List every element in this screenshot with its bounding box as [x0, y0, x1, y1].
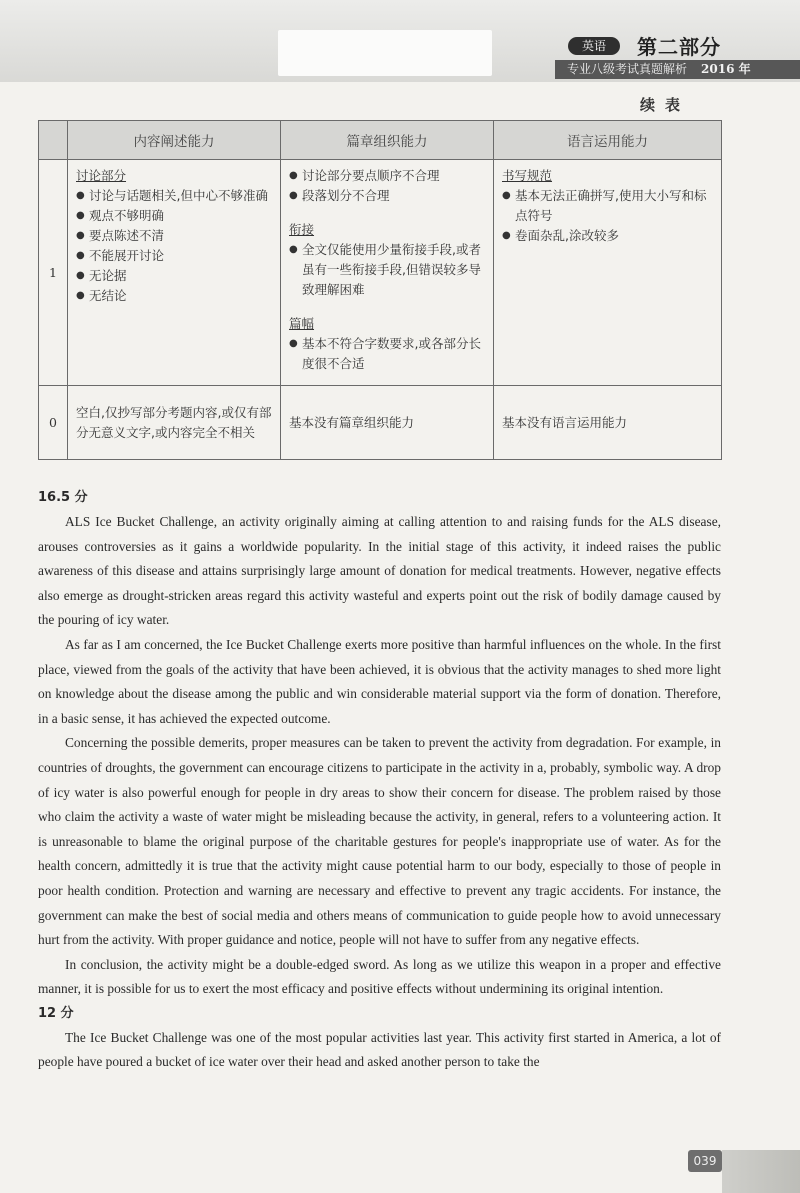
list-item: ● 无论据: [76, 266, 274, 286]
language-cell: [494, 160, 722, 386]
list-item: ● 全文仅能使用少量衔接手段,或者虽有一些衔接手段,但错误较多导致理解困难: [289, 240, 487, 300]
essay-score-heading: 12 分: [38, 1005, 74, 1021]
list-item: ● 基本无法正确拼写,使用大小写和标点符号: [502, 186, 715, 226]
book-title: 专业八级考试真题解析: [567, 62, 688, 76]
score-cell: 0: [39, 386, 68, 460]
subheading-cohesion: 衔接: [289, 222, 315, 237]
language-bullets: [502, 186, 715, 246]
book-year: 2016 年: [701, 62, 751, 76]
corner-cell: [39, 121, 68, 160]
list-item: ● 讨论部分要点顺序不合理: [289, 166, 487, 186]
table-row: [39, 160, 722, 386]
list-item: ● 卷面杂乱,涂改较多: [502, 226, 715, 246]
rubric-table: [38, 120, 722, 460]
table-header-row: [39, 121, 722, 160]
page-edge-shadow: [722, 1150, 800, 1193]
subheading-writing: 书写规范: [502, 168, 553, 183]
header-blank-area: [278, 30, 492, 76]
essay-paragraph: ALS Ice Bucket Challenge, an activity originally aiming at calling attention to and raising funds for the ALS disease, arouses controversies as it gains a worldwide popularity. In the initial stage of this activity, it indeed raises the public awareness of this disease and attains surprisingly large amount of donation for medical treatments. However, negative effects also emerge as drought-stricken areas regard this activity wasteful and experts point out the risk of bodily damage caused by the pouring of icy water.: [38, 514, 721, 628]
table-row: [39, 386, 722, 460]
essay-paragraph: The Ice Bucket Challenge was one of the most popular activities last year. This activity first started in America, a lot of people have poured a bucket of ice water over their head and asked another person to take the: [38, 1029, 721, 1070]
sample-essays: [38, 486, 721, 1075]
list-item: ● 观点不够明确: [76, 206, 274, 226]
essay-paragraph: As far as I am concerned, the Ice Bucket Challenge exerts more positive than harmful influences on the whole. In the first place, viewed from the goals of the activity that have been achieved, it is obvious that the activity manages to shed more light on knowledge about the disease among the public and win considerable material support via the form of donation. Therefore, in a basic sense, it has achieved the expected outcome.: [38, 636, 721, 726]
section-title: 第二部分: [637, 35, 721, 59]
cohesion-bullets: [289, 240, 487, 300]
list-item: ● 不能展开讨论: [76, 246, 274, 266]
content-bullets: [76, 186, 274, 306]
length-bullets: [289, 334, 487, 374]
essay-paragraph: Concerning the possible demerits, proper measures can be taken to prevent the activity from degradation. For example, in countries of droughts, the government can encourage citizens to participate in the activity in a, probably, symbolic way. A drop of icy water is also powerful enough for people in dry areas to show their concern for disease. The problem raised by those who claim the activity a waste of water might be misleading because the activity, in general, refers to a volunteering action. It is unreasonable to blame the original purpose of the charitable gestures for people's inappropriate use of water. As for the health concern, admittedly it is true that the activity might cause potential harm to our body, especially to those of people in poor health condition. Protection and warning are necessary and effective to prevent any tragic accidents. For instance, the government can make the best of social media and others means of communication to guide people how to avoid unnecessary hurt from the activity. With proper guidance and notice, people will not have to suffer from any negative effects.: [38, 735, 721, 948]
list-item: ● 讨论与话题相关,但中心不够准确: [76, 186, 274, 206]
subheading-discussion: 讨论部分: [76, 168, 127, 183]
organization-cell: 基本没有篇章组织能力: [281, 386, 494, 460]
col-header-language: 语言运用能力: [494, 121, 722, 160]
score-cell: 1: [39, 160, 68, 386]
language-cell: 基本没有语言运用能力: [494, 386, 722, 460]
content-cell: [68, 160, 281, 386]
essay-paragraph: In conclusion, the activity might be a double-edged sword. As long as we utilize this weapon in a proper and effective manner, it is possible for us to exert the most efficacy and positive effects without undermining its original intention.: [38, 956, 721, 997]
page-number: 039: [688, 1150, 722, 1172]
content-cell: 空白,仅抄写部分考题内容,或仅有部分无意义文字,或内容完全不相关: [68, 386, 281, 460]
subject-tag: 英语: [568, 37, 620, 55]
list-item: ● 无结论: [76, 286, 274, 306]
list-item: ● 段落划分不合理: [289, 186, 487, 206]
essay-score-heading: 16.5 分: [38, 490, 88, 505]
book-title-strip: [555, 60, 800, 79]
col-header-organization: 篇章组织能力: [281, 121, 494, 160]
subheading-length: 篇幅: [289, 316, 315, 331]
continued-label: 续表: [640, 96, 691, 114]
organization-bullets: [289, 166, 487, 206]
col-header-content: 内容阐述能力: [68, 121, 281, 160]
list-item: ● 要点陈述不清: [76, 226, 274, 246]
organization-cell: [281, 160, 494, 386]
list-item: ● 基本不符合字数要求,或各部分长度很不合适: [289, 334, 487, 374]
